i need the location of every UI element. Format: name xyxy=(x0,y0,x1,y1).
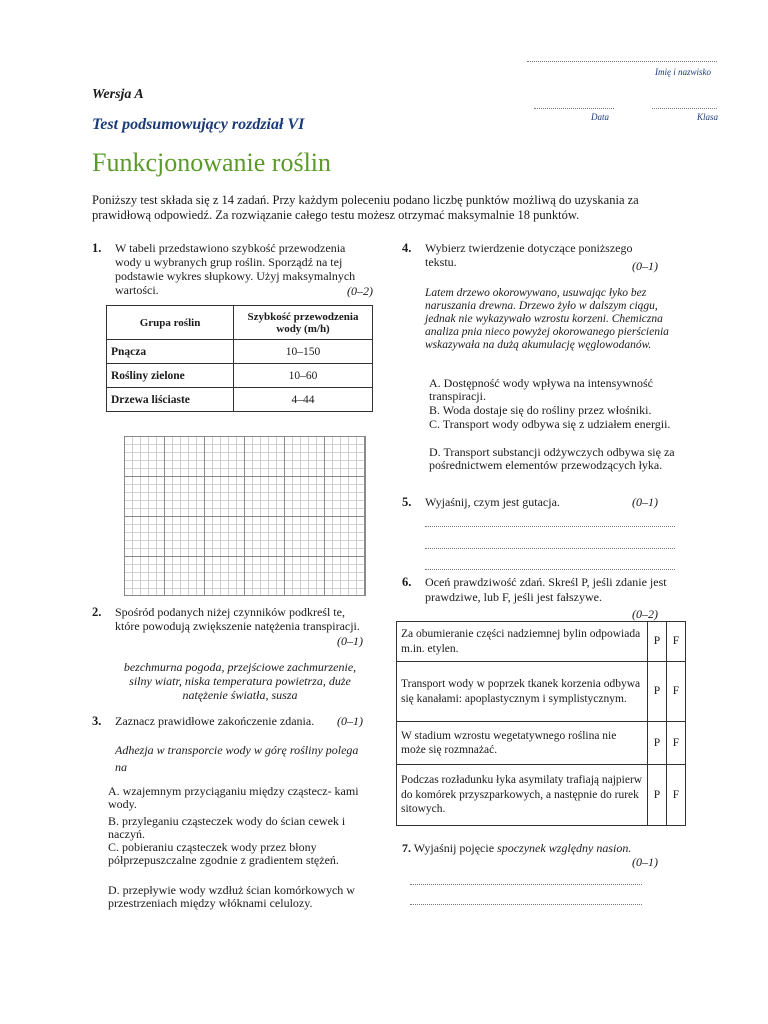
name-label: Imię i nazwisko xyxy=(655,67,711,77)
class-blank[interactable] xyxy=(652,107,717,109)
q7-term: spoczynek względny nasion. xyxy=(497,841,632,855)
table-row xyxy=(397,662,686,722)
q5-points: (0–1) xyxy=(632,495,658,509)
q4-points: (0–1) xyxy=(632,259,658,273)
q4-option-c[interactable]: C. Transport wody odbywa się z udziałem energii. xyxy=(429,417,671,431)
page-title: Funkcjonowanie roślin xyxy=(92,148,332,177)
q1-instruction: W tabeli przedstawiono szybkość przewodzenia wody u wybranych grup roślin. Sporządź na tej podstawie wykres słupkowy. Użyj maksymalnych wartości. xyxy=(115,241,356,297)
q5-answer-line[interactable] xyxy=(425,547,675,549)
false-option[interactable]: F xyxy=(667,722,686,765)
table-cell: 10–150 xyxy=(234,340,373,364)
q7-points: (0–1) xyxy=(632,855,658,869)
q5-text: Wyjaśnij, czym jest gutacja. xyxy=(425,495,560,509)
q4-passage: Latem drzewo okorowywano, usuwając łyko bez naruszania drewna. Drzewo żyło w dalszym ciągu, jednak nie wykazywało wzrostu korzeni. Chemiczna analiza pnia nieco powyżej okorowanego pierścienia wskazywała na dużą akumulację węglowodanów. xyxy=(425,287,669,351)
name-blank[interactable] xyxy=(527,60,717,62)
date-label: Data xyxy=(591,112,609,122)
q6-number: 6. xyxy=(402,575,412,589)
table-row xyxy=(107,388,373,412)
q7-number: 7. xyxy=(402,841,411,855)
q7-instruction: Wyjaśnij pojęcie xyxy=(413,841,495,855)
table-row xyxy=(397,765,686,826)
q2-factors[interactable]: bezchmurna pogoda, przejściowe zachmurzenie, silny wiatr, niska temperatura powietrza, duże natężenie światła, susza xyxy=(123,660,357,702)
true-option[interactable]: P xyxy=(648,662,667,722)
false-option[interactable]: F xyxy=(667,765,686,826)
q4-option-b[interactable]: B. Woda dostaje się do rośliny przez włośniki. xyxy=(429,403,652,417)
q1-text xyxy=(115,241,373,297)
q3-text: Zaznacz prawidłowe zakończenie zdania. xyxy=(115,714,315,728)
intro-text: Poniższy test składa się z 14 zadań. Przy każdym poleceniu podano liczbę punktów możliwą do uzyskania za prawidłową odpowiedź. Za rozwiązanie całego testu możesz otrzymać maksymalnie 18 punktów. xyxy=(92,193,639,222)
class-label: Klasa xyxy=(697,112,719,122)
q6-points: (0–2) xyxy=(632,607,658,621)
table-cell: 4–44 xyxy=(234,388,373,412)
q2-text: Spośród podanych niżej czynników podkreśl te, które powodują zwiększenie natężenia transpiracji. xyxy=(115,605,360,633)
q4-option-d[interactable]: D. Transport substancji odżywczych odbywa się za pośrednictwem elementów przewodzących łyka. xyxy=(429,445,675,472)
table-cell: Pnącza xyxy=(107,340,234,364)
true-option[interactable]: P xyxy=(648,722,667,765)
q3-option-a[interactable]: A. wzajemnym przyciąganiu między cząstecz- kami wody. xyxy=(108,784,359,811)
version-label: Wersja A xyxy=(92,87,144,102)
table-row xyxy=(107,364,373,388)
table-row xyxy=(397,622,686,662)
date-blank[interactable] xyxy=(534,107,614,109)
table-cell: Rośliny zielone xyxy=(107,364,234,388)
true-option[interactable]: P xyxy=(648,622,667,662)
q5-number: 5. xyxy=(402,495,412,509)
table-header-group: Grupa roślin xyxy=(107,306,234,340)
q4-number: 4. xyxy=(402,241,412,255)
q3-number: 3. xyxy=(92,714,102,728)
q1-number: 1. xyxy=(92,241,102,255)
graph-grid[interactable] xyxy=(124,436,366,596)
q7-answer-line[interactable] xyxy=(410,903,642,905)
q3-option-c[interactable]: C. pobieraniu cząsteczek wody przez błony półprzepuszczalne zgodnie z gradientem stężeń. xyxy=(108,840,339,867)
q6-statement: Za obumieranie części nadziemnej bylin odpowiada m.in. etylen. xyxy=(397,622,648,662)
q6-statement: Podczas rozładunku łyka asymilaty trafiają najpierw do komórek przyszparkowych, a następnie do rurek sitowych. xyxy=(397,765,648,826)
q1-table xyxy=(106,305,373,412)
table-header-speed: Szybkość przewodzenia wody (m/h) xyxy=(234,306,373,340)
q3-points: (0–1) xyxy=(337,714,363,728)
q5-answer-line[interactable] xyxy=(425,568,675,570)
q5-answer-line[interactable] xyxy=(425,525,675,527)
q6-table xyxy=(396,621,686,826)
q6-statement: Transport wody w poprzek tkanek korzenia odbywa się kanałami: apoplastycznym i symplistycznym. xyxy=(397,662,648,722)
q4-option-a[interactable]: A. Dostępność wody wpływa na intensywność transpiracji. xyxy=(429,376,653,403)
q3-option-b[interactable]: B. przyleganiu cząsteczek wody do ścian cewek i naczyń. xyxy=(108,814,346,841)
table-cell: 10–60 xyxy=(234,364,373,388)
table-row xyxy=(397,722,686,765)
q3-option-d[interactable]: D. przepływie wody wzdłuż ścian komórkowych w przestrzeniach między włóknami celulozy. xyxy=(108,883,355,910)
test-subtitle: Test podsumowujący rozdział VI xyxy=(92,116,305,133)
q6-statement: W stadium wzrostu wegetatywnego roślina nie może się rozmnażać. xyxy=(397,722,648,765)
q7-answer-line[interactable] xyxy=(410,883,642,885)
q6-text: Oceń prawdziwość zdań. Skreśl P, jeśli zdanie jest prawdziwe, lub F, jeśli jest fałszywe. xyxy=(425,575,667,604)
true-option[interactable]: P xyxy=(648,765,667,826)
false-option[interactable]: F xyxy=(667,622,686,662)
q7-text xyxy=(402,841,631,855)
q1-points: (0–2) xyxy=(347,284,373,298)
q3-stem: Adhezja w transporcie wody w górę rośliny polega na xyxy=(115,743,359,774)
q2-points: (0–1) xyxy=(337,634,363,648)
table-cell: Drzewa liściaste xyxy=(107,388,234,412)
q4-text: Wybierz twierdzenie dotyczące poniższego tekstu. xyxy=(425,241,633,269)
q2-number: 2. xyxy=(92,605,102,619)
table-row xyxy=(107,340,373,364)
false-option[interactable]: F xyxy=(667,662,686,722)
